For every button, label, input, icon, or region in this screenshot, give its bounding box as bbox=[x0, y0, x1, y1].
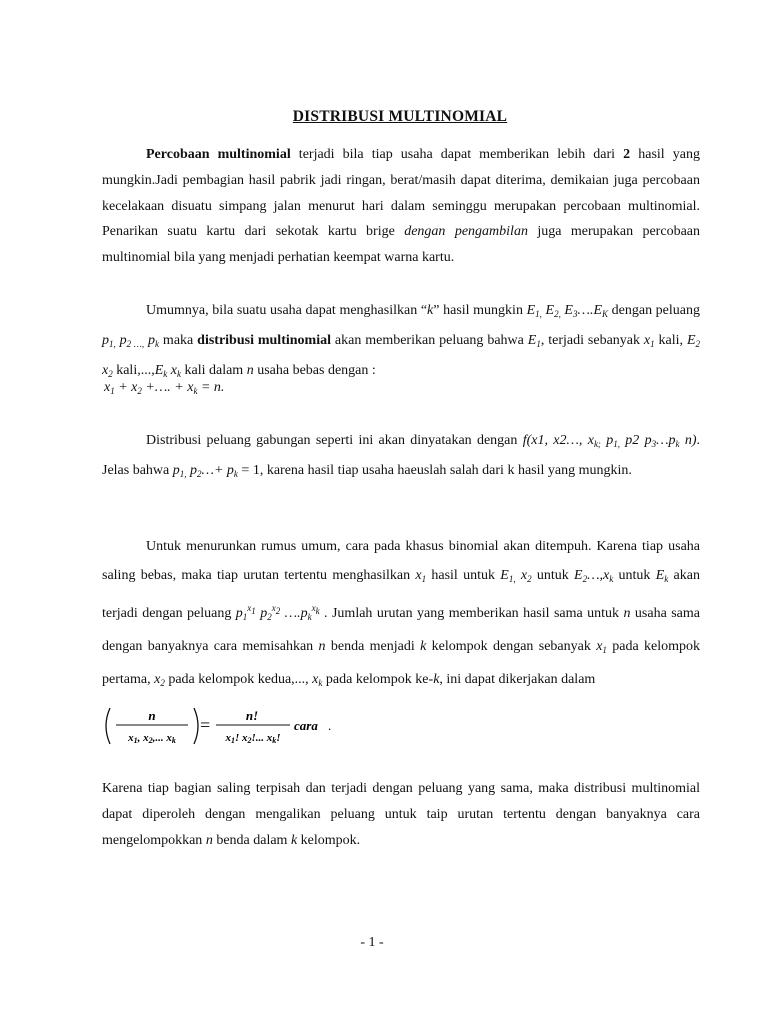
bold-term: distribusi multinomial bbox=[197, 332, 331, 348]
var-x1: $x_1$ bbox=[596, 639, 607, 655]
var-x1: $x_1$ bbox=[415, 568, 427, 584]
text: untuk bbox=[531, 568, 575, 583]
text: akan memberikan peluang bahwa bbox=[330, 332, 528, 348]
paragraph-conclusion bbox=[102, 776, 700, 853]
text: maka bbox=[159, 332, 198, 348]
outcome-list: $E_{1,}$ $E_{2,}$ $E_3\dots.E_K$ bbox=[526, 303, 609, 319]
text: kelompok dengan sebanyak bbox=[426, 639, 597, 654]
bold-number: 2 bbox=[623, 147, 631, 162]
var-ekxk: $E_k$ $x_k$ bbox=[154, 362, 181, 379]
probability-product: $p_1^{x_1}$ $p_2^{x_2}$ $\dots.p_k^{x_k}$ bbox=[235, 603, 320, 622]
paragraph-definition bbox=[102, 298, 700, 387]
text: hasil yang mungkin.Jadi pembagian hasil pabrik jadi ringan, berat/masih dapat diterima, demikaian juga percobaan kecelakaan disuatu simpang jalan menurut hari dalam seminggu merupakan percobaan multinomial. Penarikan suatu kartu dari sekotak kartu brige bbox=[102, 147, 700, 240]
var-n: n bbox=[205, 832, 213, 848]
italic-term: dengan pengambilan bbox=[404, 224, 528, 240]
text: pada kelompok pertama, bbox=[102, 639, 701, 687]
paragraph-joint-distribution bbox=[102, 428, 700, 488]
text: Distribusi peluang gabungan seperti ini akan dinyatakan dengan bbox=[146, 433, 523, 448]
probability-list: $p_{1,}$ $p_{2 \dots,}$ $p_k$ bbox=[102, 332, 160, 349]
text: Umumnya, bila suatu usaha dapat menghasilkan “ bbox=[146, 303, 428, 318]
var-e1: $E_1$ bbox=[527, 332, 541, 349]
var-e2-xk: $E_2\dots,x_k$ bbox=[574, 568, 614, 584]
page-title: DISTRIBUSI MULTINOMIAL bbox=[292, 108, 508, 125]
multinomial-coefficient-formula bbox=[100, 704, 360, 748]
var-k: k bbox=[420, 639, 427, 654]
paragraph-intro bbox=[102, 142, 700, 271]
factorial-denominator: x1! x2!... xk! bbox=[225, 732, 281, 745]
text: benda dalam bbox=[212, 832, 291, 848]
formula-numerator: n bbox=[148, 708, 156, 723]
text: pada kelompok ke- bbox=[322, 672, 434, 687]
var-k: k bbox=[290, 832, 298, 848]
text: usaha sama dengan banyaknya cara memisahkan bbox=[102, 606, 700, 654]
text: = 1, karena hasil tiap usaha haeuslah salah dari k hasil yang mungkin. bbox=[237, 462, 632, 478]
var-e1: $E_{1,}$ $x_2$ bbox=[500, 568, 532, 584]
text: kali dalam bbox=[181, 362, 247, 378]
text: benda menjadi bbox=[325, 639, 421, 654]
var-xk: $x_k$ bbox=[312, 672, 323, 688]
text: kali, bbox=[654, 332, 687, 348]
bold-term: Percobaan multinomial bbox=[146, 147, 291, 162]
text: juga merupakan percobaan multinomial bila yang menjadi perhatian keempat warna kartu. bbox=[102, 224, 700, 266]
text: terjadi bila tiap usaha dapat memberikan lebih dari bbox=[290, 147, 624, 162]
text: , terjadi sebanyak bbox=[540, 332, 644, 348]
paragraph-derivation bbox=[102, 532, 700, 698]
formula-period: . bbox=[328, 718, 332, 733]
text: akan terjadi dengan peluang bbox=[102, 568, 700, 621]
text: . Jelas bahwa bbox=[102, 433, 700, 478]
var-k: k bbox=[433, 672, 440, 687]
text: kali,..., bbox=[112, 362, 155, 378]
var-k: k bbox=[427, 303, 434, 318]
var-ek: $E_k$ bbox=[655, 568, 669, 584]
text: pada kelompok kedua,..., bbox=[164, 672, 313, 687]
function-notation: f(x1, x2…, $x_{k;}$ $p_{1,}$ p2 $p_3\dots p_k$ n) bbox=[522, 433, 697, 449]
text: kelompok. bbox=[297, 832, 361, 848]
text: hasil untuk bbox=[426, 568, 501, 583]
text: Karena tiap bagian saling terpisah dan terjadi dengan peluang yang sama, maka distribusi multinomial dapat diperoleh dengan mengalikan peluang untuk taip urutan tertentu dengan banyaknya cara mengelompokkan bbox=[102, 781, 700, 848]
var-n: n bbox=[246, 362, 254, 378]
factorial-numerator: n! bbox=[245, 708, 259, 723]
text: untuk bbox=[613, 568, 656, 583]
var-x2: $x_2$ bbox=[154, 672, 165, 688]
text: , ini dapat dikerjakan dalam bbox=[439, 672, 596, 687]
text: dengan peluang bbox=[608, 303, 701, 318]
var-x1: $x_1$ bbox=[643, 332, 655, 349]
var-n: n bbox=[623, 606, 631, 621]
var-n: n bbox=[318, 639, 326, 654]
page-number: - 1 - bbox=[360, 935, 384, 950]
probability-sum: $p_{1,}$ $p_2\dots+ p_k$ bbox=[172, 462, 238, 479]
equals-sign: = bbox=[200, 715, 211, 735]
text: ” hasil mungkin bbox=[433, 303, 527, 318]
var-e2x2: $E_2$ $x_2$ bbox=[102, 332, 701, 379]
text: usaha bebas dengan : bbox=[253, 362, 376, 378]
cara-word: cara bbox=[294, 718, 318, 733]
formula-denominator: x1, x2,... xk bbox=[128, 732, 176, 745]
text: Untuk menurunkan rumus umum, cara pada khasus binomial akan ditempuh. Karena tiap usaha saling bebas, maka tiap urutan tertentu menghasilkan bbox=[102, 539, 700, 583]
text: . Jumlah urutan yang memberikan hasil sama untuk bbox=[319, 606, 624, 621]
sum-equation: $x_1 + x_2$ +…. + $x_k = n$. bbox=[104, 380, 225, 396]
